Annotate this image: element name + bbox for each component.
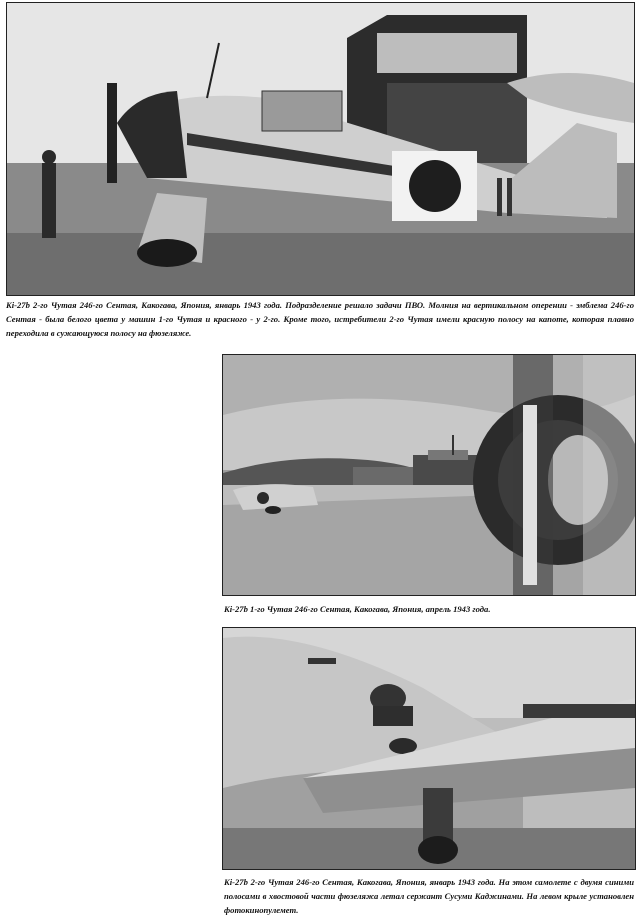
photo-3-caption: Ki-27b 2-го Чутая 246-го Сентая, Какогава, Япония, январь 1943 года. На этом самолете с двумя синими полосами в хвостовой части фюзеляжа летал сержант Сусуми Каджинами. На левом крыле установлен фотокинопулемет. — [224, 877, 634, 915]
photo-ki27b-cockpit — [222, 627, 636, 870]
photo-2-caption: Ki-27b 1-го Чутая 246-го Сентая, Какогава, Япония, апрель 1943 года. — [224, 604, 491, 614]
photo-1-caption: Ki-27b 2-го Чутая 246-го Сентая, Какогава, Япония, январь 1943 года. Подразделение решало задачи ПВО. Молния на вертикальном оперении - эмблема 246-го Сентая - была белого цвета у машин 1-го Чутая и красного - у 2-го. Кроме того, истребители 2-го Чутая имели красную полосу на капоте, которая плавно переходила в сужающуюся полосу на фюзеляже. — [6, 300, 634, 338]
photo-ki27b-airfield — [222, 354, 636, 596]
photo-ki27b-side-view — [6, 2, 635, 296]
